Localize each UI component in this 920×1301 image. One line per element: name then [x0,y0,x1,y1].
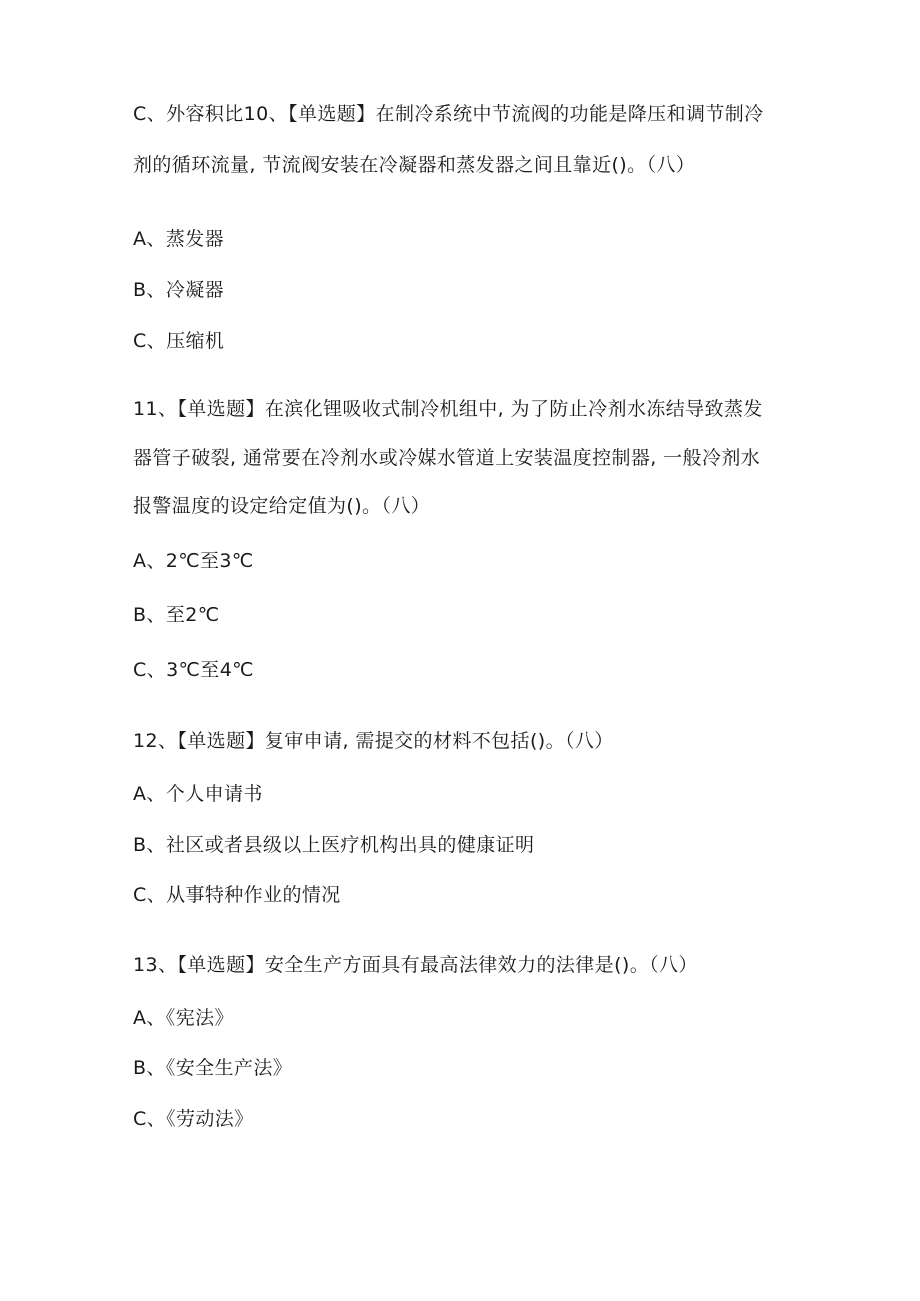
q10-stem-line-2: 剂的循环流量, 节流阀安装在冷凝器和蒸发器之间且靠近()。（八） [133,154,696,176]
q11-option-a: A、2℃至3℃ [133,550,254,572]
q10-option-a: A、蒸发器 [133,228,224,250]
q10-option-b: B、冷凝器 [133,279,225,301]
q13-option-b: B、《安全生产法》 [133,1057,293,1079]
q12-option-a: A、个人申请书 [133,783,263,805]
q13-option-c: C、《劳动法》 [133,1108,254,1130]
q11-stem-line-2: 器管子破裂, 通常要在冷剂水或冷媒水管道上安装温度控制器, 一般冷剂水 [133,447,761,469]
q12-option-b: B、社区或者县级以上医疗机构出具的健康证明 [133,834,535,856]
q12-option-c: C、从事特种作业的情况 [133,884,341,906]
q11-option-c: C、3℃至4℃ [133,659,254,681]
q11-option-b: B、至2℃ [133,604,220,626]
q10-option-c: C、压缩机 [133,330,225,352]
q11-stem-line-3: 报警温度的设定给定值为()。（八） [133,495,431,517]
q13-stem: 13、【单选题】安全生产方面具有最高法律效力的法律是()。（八） [133,954,698,976]
q13-option-a: A、《宪法》 [133,1007,234,1029]
q12-stem: 12、【单选题】复审申请, 需提交的材料不包括()。（八） [133,730,614,752]
q11-stem-line-1: 11、【单选题】在滨化锂吸收式制冷机组中, 为了防止冷剂水冻结导致蒸发 [133,398,763,420]
q10-stem-line-1: C、外容积比10、【单选题】在制冷系统中节流阀的功能是降压和调节制冷 [133,103,764,125]
